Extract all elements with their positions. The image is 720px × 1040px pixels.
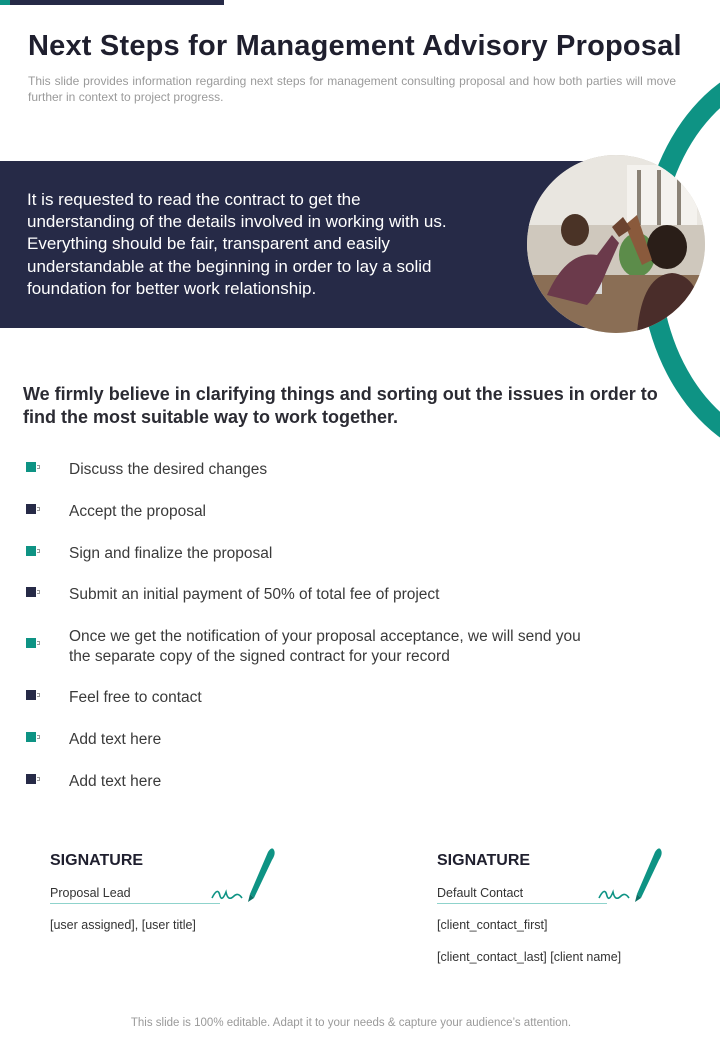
square-bullet-icon — [26, 638, 36, 648]
signature-line — [50, 903, 220, 904]
signature-role: Default Contact — [437, 886, 524, 900]
signature-field: [client_contact_last] [client name] — [437, 950, 622, 964]
signature-field: [user assigned], [user title] — [50, 918, 196, 932]
square-bullet-icon — [26, 732, 36, 742]
team-photo — [527, 155, 705, 333]
signature-field: [client_contact_first] — [437, 918, 548, 932]
step-text: Feel free to contact — [69, 689, 202, 706]
square-bullet-icon — [26, 774, 36, 784]
step-text: Discuss the desired changes — [69, 461, 268, 478]
footer-note: This slide is 100% editable. Adapt it to your needs & capture your audience’s attention. — [130, 1017, 572, 1029]
top-accent-bar — [0, 0, 224, 5]
square-bullet-icon — [26, 462, 36, 472]
square-bullet-icon — [26, 690, 36, 700]
step-text: Once we get the notification of your proposal acceptance, we will send you the separate copy of the signed contract for your record — [69, 628, 581, 665]
signature-role: Proposal Lead — [50, 886, 131, 900]
step-text: Accept the proposal — [69, 503, 207, 520]
pen-signature-icon — [597, 846, 667, 906]
square-bullet-icon — [26, 587, 36, 597]
step-text: Add text here — [69, 731, 162, 748]
lead-statement: We firmly believe in clarifying things and sorting out the issues in order to find the most suitable way to work together. — [23, 384, 658, 427]
team-high-five-photo-icon — [527, 155, 705, 333]
page-title: Next Steps for Management Advisory Proposal — [28, 30, 682, 62]
step-text: Sign and finalize the proposal — [69, 545, 273, 562]
signature-heading: SIGNATURE — [437, 852, 531, 869]
square-bullet-icon — [26, 504, 36, 514]
pen-signature-icon — [210, 846, 280, 906]
page-subtitle: This slide provides information regarding next steps for management consulting proposal and how both parties will move further in context to project progress. — [28, 74, 676, 104]
intro-banner-text: It is requested to read the contract to get the understanding of the details involved in working with us. Everything should be fair, transparent and easily understandable at the beginning in order to lay a solid foundation for better work relationship. — [27, 190, 447, 298]
signature-line — [437, 903, 607, 904]
step-text: Submit an initial payment of 50% of total fee of project — [69, 586, 440, 603]
square-bullet-icon — [26, 546, 36, 556]
signature-heading: SIGNATURE — [50, 852, 144, 869]
step-text: Add text here — [69, 773, 162, 790]
